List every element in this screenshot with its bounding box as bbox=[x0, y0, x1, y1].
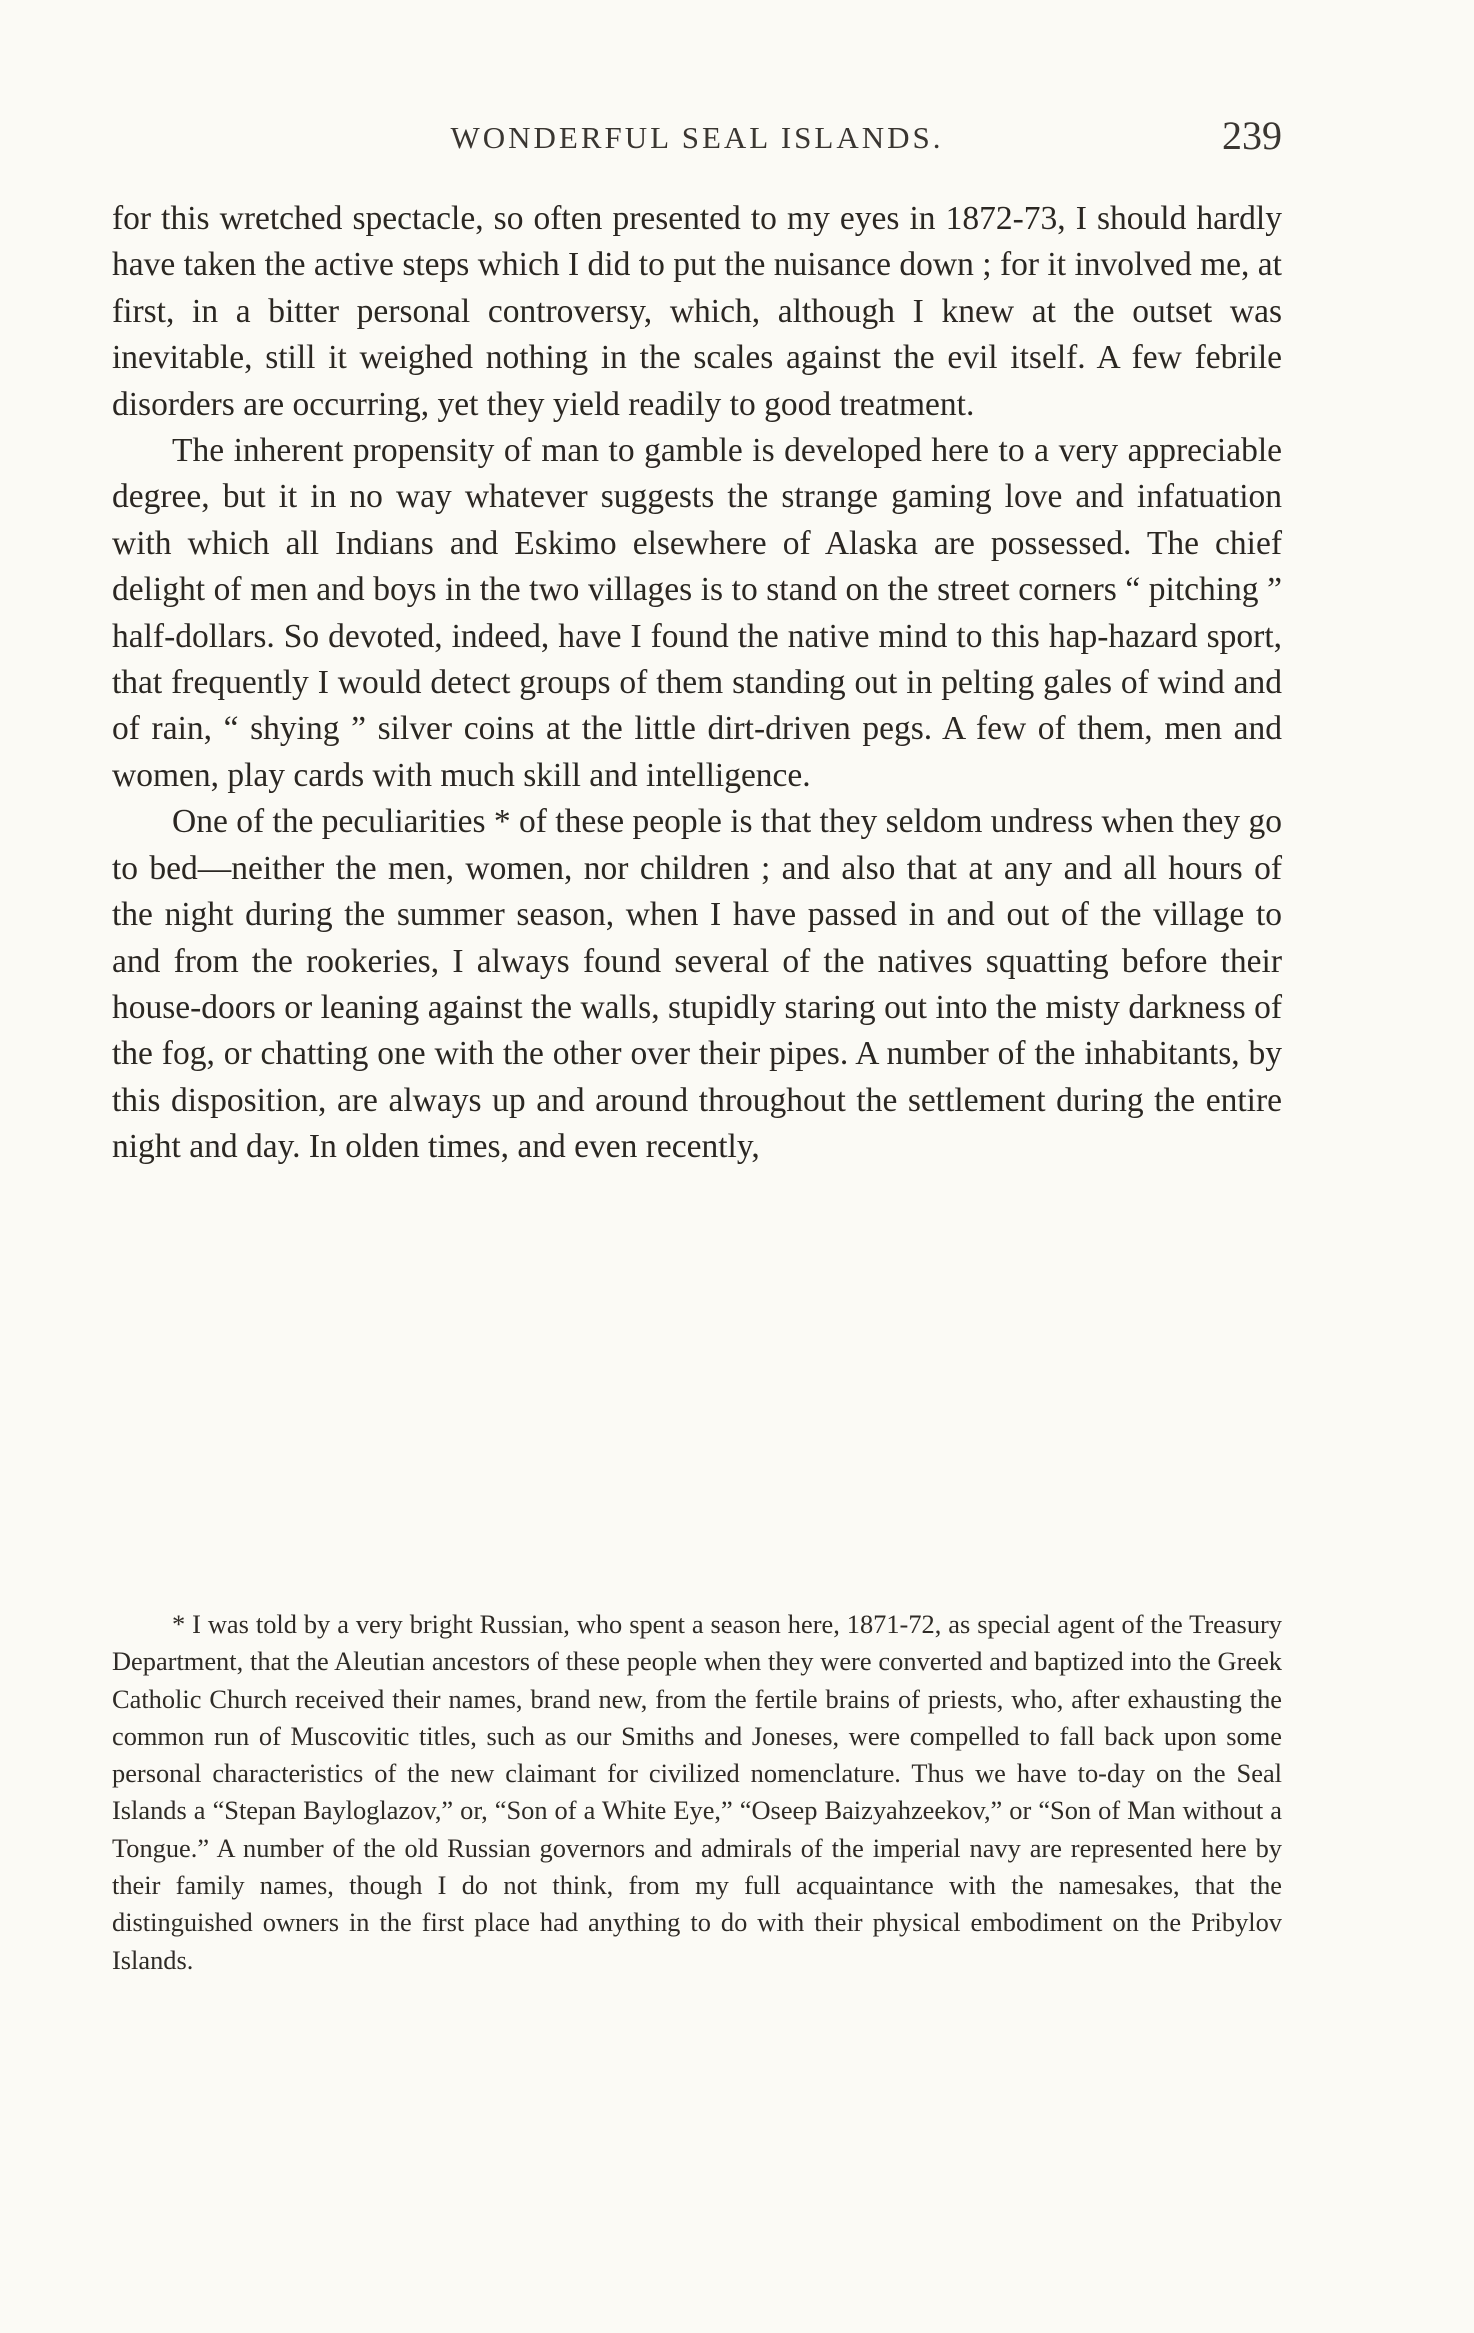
page-number: 239 bbox=[1222, 113, 1282, 158]
running-head bbox=[112, 112, 1282, 162]
paragraph-peculiarities: One of the peculiarities * of these people is that they seldom undress when they go to bed—neither the men, women, nor children ; and also that at any and all hours of the night during the summer season, when I have passed in and out of the village to and from the rookeries, I always found several of the natives squatting before their house-doors or leaning against the walls, stupidly staring out into the misty darkness of the fog, or chatting one with the other over their pipes. A number of the inhabitants, by this disposition, are always up and around throughout the settlement during the entire night and day. In olden times, and even recently, bbox=[112, 803, 1282, 1166]
footnote-text: * I was told by a very bright Russian, who spent a season here, 1871-72, as special agent of the Treasury Department, that the Aleutian ancestors of these people when they were converted and baptized into the Greek Catholic Church received their names, brand new, from the fertile brains of priests, who, after exhausting the common run of Muscovitic titles, such as our Smiths and Joneses, were compelled to fall back upon some personal characteristics of the new claimant for civilized nomenclature. Thus we have to-day on the Seal Islands a “Stepan Bayloglazov,” or, “Son of a White Eye,” “Oseep Baizyahzeekov,” or “Son of Man without a Tongue.” A number of the old Russian governors and admirals of the imperial navy are represented here by their family names, though I do not think, from my full acquaintance with the namesakes, that the distinguished owners in the first place had anything to do with their physical embodiment on the Pribylov Islands. bbox=[112, 1609, 1282, 1975]
body-text bbox=[112, 196, 1282, 1171]
paragraph-continuation: for this wretched spectacle, so often presented to my eyes in 1872-73, I should hardly have taken the active steps which I did to put the nuisance down ; for it involved me, at first, in a bitter personal controversy, which, although I knew at the outset was inevitable, still it weighed nothing in the scales against the evil itself. A few febrile disorders are occurring, yet they yield readily to good treatment. bbox=[112, 200, 1282, 423]
running-title: WONDERFUL SEAL ISLANDS. bbox=[450, 120, 944, 155]
footnote bbox=[112, 1606, 1282, 1979]
paragraph-gambling: The inherent propensity of man to gamble is developed here to a very appreciable degree, but it in no way whatever suggests the strange gaming love and infatuation with which all Indians and Eskimo elsewhere of Alaska are possessed. The chief delight of men and boys in the two villages is to stand on the street corners “ pitching ” half-dollars. So devoted, indeed, have I found the native mind to this hap-hazard sport, that frequently I would detect groups of them standing out in pelting gales of wind and of rain, “ shying ” silver coins at the little dirt-driven pegs. A few of them, men and women, play cards with much skill and intelligence. bbox=[112, 432, 1282, 794]
